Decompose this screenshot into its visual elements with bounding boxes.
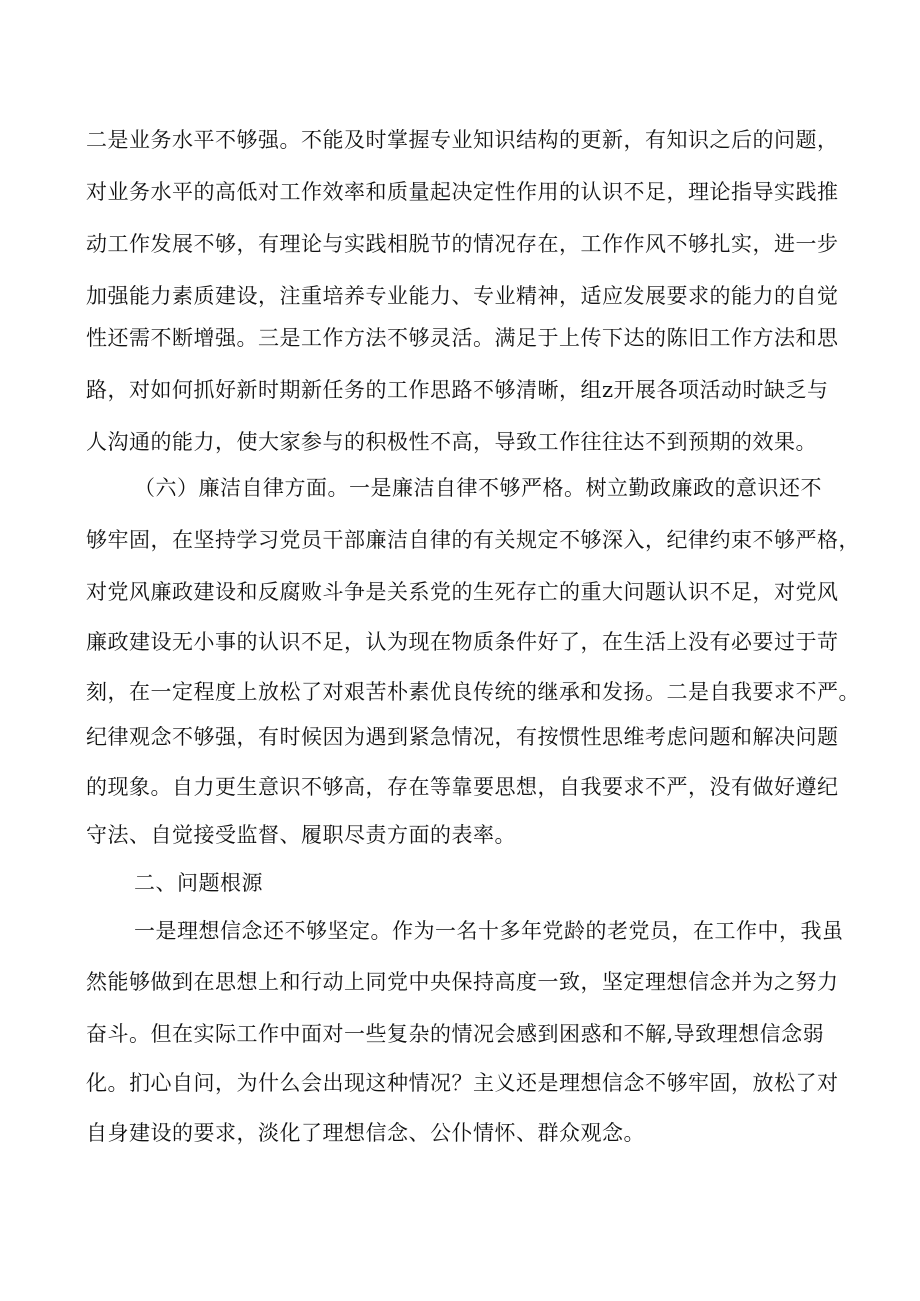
- text-line: 守法、自觉接受监督、履职尽责方面的表率。: [86, 823, 516, 847]
- text-line: 二是业务水平不够强。不能及时掌握专业知识结构的更新，有知识之后的问题，: [86, 128, 839, 152]
- text-line: 纪律观念不够强，有时候因为遇到紧急情况，有按惯性思维考虑问题和解决问题: [86, 725, 839, 749]
- text-line: 对党风廉政建设和反腐败斗争是关系党的生死存亡的重大问题认识不足，对党风: [86, 580, 839, 604]
- text-line: 的现象。自力更生意识不够高，存在等靠要思想，自我要求不严，没有做好遵纪: [86, 775, 839, 799]
- section-heading: 二、问题根源: [134, 871, 263, 895]
- text-line: 人沟通的能力，使大家参与的积极性不高，导致工作往往达不到预期的效果。: [86, 430, 817, 454]
- paragraph-start-line: 一是理想信念还不够坚定。作为一名十多年党龄的老党员，在工作中，我虽: [134, 919, 844, 943]
- paragraph-start-line: （六）廉洁自律方面。一是廉洁自律不够严格。树立勤政廉政的意识还不: [134, 476, 822, 500]
- text-line: 自身建设的要求，淡化了理想信念、公仆情怀、群众观念。: [86, 1121, 645, 1145]
- text-line: 刻，在一定程度上放松了对艰苦朴素优良传统的继承和发扬。二是自我要求不严。: [86, 680, 860, 704]
- text-line: 然能够做到在思想上和行动上同党中央保持高度一致，坚定理想信念并为之努力: [86, 970, 839, 994]
- text-line: 够牢固，在坚持学习党员干部廉洁自律的有关规定不够深入，纪律约束不够严格，: [86, 528, 860, 552]
- text-line: 对业务水平的高低对工作效率和质量起决定性作用的认识不足，理论指导实践推: [86, 180, 839, 204]
- text-line: 路，对如何抓好新时期新任务的工作思路不够清晰，组z开展各项活动时缺乏与: [86, 378, 829, 402]
- text-line: 奋斗。但在实际工作中面对一些复杂的情况会感到困惑和不解,导致理想信念弱: [86, 1022, 825, 1046]
- text-line: 性还需不断增强。三是工作方法不够灵活。满足于上传下达的陈旧工作方法和思: [86, 326, 839, 350]
- text-line: 加强能力素质建设，注重培养专业能力、专业精神，适应发展要求的能力的自觉: [86, 284, 839, 308]
- text-line: 化。扪心自问，为什么会出现这种情况？主义还是理想信念不够牢固，放松了对: [86, 1071, 839, 1095]
- text-line: 廉政建设无小事的认识不足，认为现在物质条件好了，在生活上没有必要过于苛: [86, 630, 839, 654]
- text-line: 动工作发展不够，有理论与实践相脱节的情况存在，工作作风不够扎实，进一步: [86, 232, 839, 256]
